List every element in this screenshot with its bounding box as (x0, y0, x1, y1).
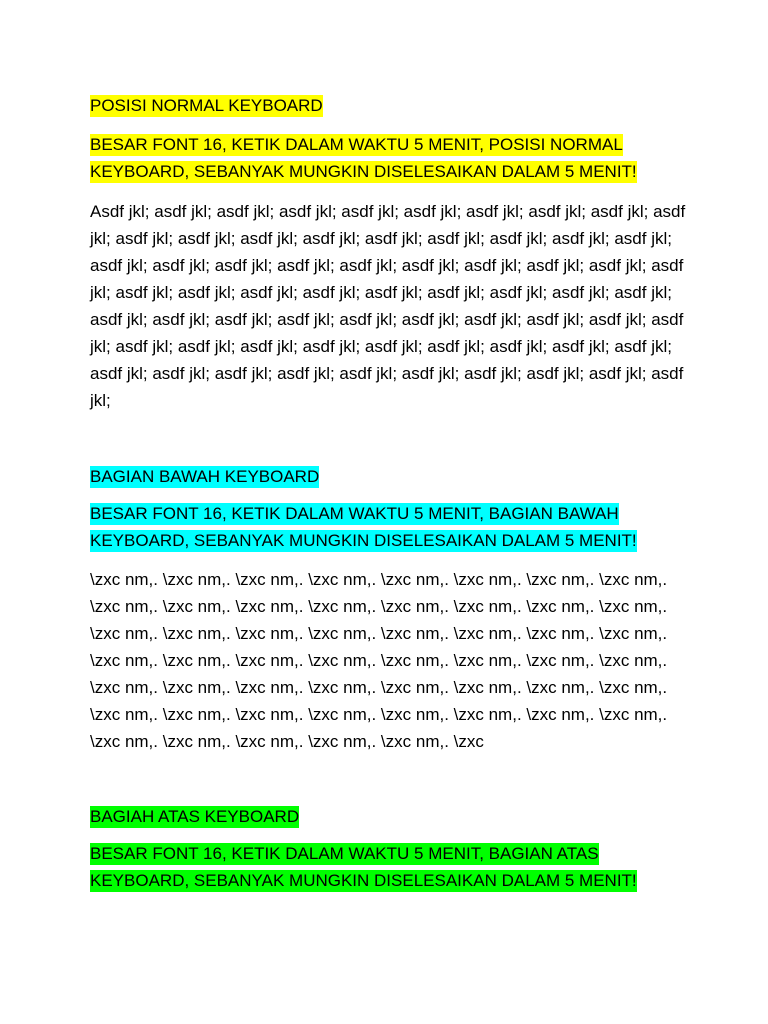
section-heading-top (90, 803, 690, 830)
instruction-highlight: BESAR FONT 16, KETIK DALAM WAKTU 5 MENIT, BAGIAN BAWAH KEYBOARD, SEBANYAK MUNGKIN DISELESAIKAN DALAM 5 MENIT! (90, 504, 637, 550)
section-heading-normal (90, 92, 690, 119)
practice-text-normal: Asdf jkl; asdf jkl; asdf jkl; asdf jkl; asdf jkl; asdf jkl; asdf jkl; asdf jkl; asdf jkl; asdf jkl; asdf jkl; asdf jkl; asdf jkl; asdf jkl; asdf jkl; asdf jkl; asdf jkl; asdf jkl; asdf jkl; asdf jkl; asdf jkl; asdf jkl; asdf jkl; asdf jkl; asdf jkl; asdf jkl; asdf jkl; asdf jkl; asdf jkl; asdf jkl; asdf jkl; asdf jkl; asdf jkl; asdf jkl; asdf jkl; asdf jkl; asdf jkl; asdf jkl; asdf jkl; asdf jkl; asdf jkl; asdf jkl; asdf jkl; asdf jkl; asdf jkl; asdf jkl; asdf jkl; asdf jkl; asdf jkl; asdf jkl; asdf jkl; asdf jkl; asdf jkl; asdf jkl; asdf jkl; asdf jkl; asdf jkl; asdf jkl; asdf jkl; asdf jkl; asdf jkl; asdf jkl; asdf jkl; asdf jkl; asdf jkl; asdf jkl; asdf jkl; (90, 202, 686, 410)
section-instruction-normal (90, 131, 690, 185)
section-instruction-top (90, 840, 690, 894)
practice-text-bottom: \zxc nm,. \zxc nm,. \zxc nm,. \zxc nm,. \zxc nm,. \zxc nm,. \zxc nm,. \zxc nm,. \zxc nm,. \zxc nm,. \zxc nm,. \zxc nm,. \zxc nm,. \zxc nm,. \zxc nm,. \zxc nm,. \zxc nm,. \zxc nm,. \zxc nm,. \zxc nm,. \zxc nm,. \zxc nm,. \zxc nm,. \zxc nm,. \zxc nm,. \zxc nm,. \zxc nm,. \zxc nm,. \zxc nm,. \zxc nm,. \zxc nm,. \zxc nm,. \zxc nm,. \zxc nm,. \zxc nm,. \zxc nm,. \zxc nm,. \zxc nm,. \zxc nm,. \zxc nm,. \zxc nm,. \zxc nm,. \zxc nm,. \zxc nm,. \zxc nm,. \zxc nm,. \zxc nm,. \zxc nm,. \zxc nm,. \zxc nm,. \zxc nm,. \zxc nm,. \zxc nm,. \zxc (90, 570, 668, 751)
instruction-highlight: BESAR FONT 16, KETIK DALAM WAKTU 5 MENIT, BAGIAN ATAS KEYBOARD, SEBANYAK MUNGKIN DISELESAIKAN DALAM 5 MENIT! (90, 844, 637, 890)
section-instruction-bottom (90, 500, 690, 554)
heading-highlight: POSISI NORMAL KEYBOARD (90, 96, 323, 115)
heading-highlight: BAGIAN BAWAH KEYBOARD (90, 467, 320, 486)
heading-highlight: BAGIAH ATAS KEYBOARD (90, 807, 300, 826)
section-heading-bottom (90, 463, 690, 490)
instruction-highlight: BESAR FONT 16, KETIK DALAM WAKTU 5 MENIT, POSISI NORMAL KEYBOARD, SEBANYAK MUNGKIN DISELESAIKAN DALAM 5 MENIT! (90, 135, 637, 181)
